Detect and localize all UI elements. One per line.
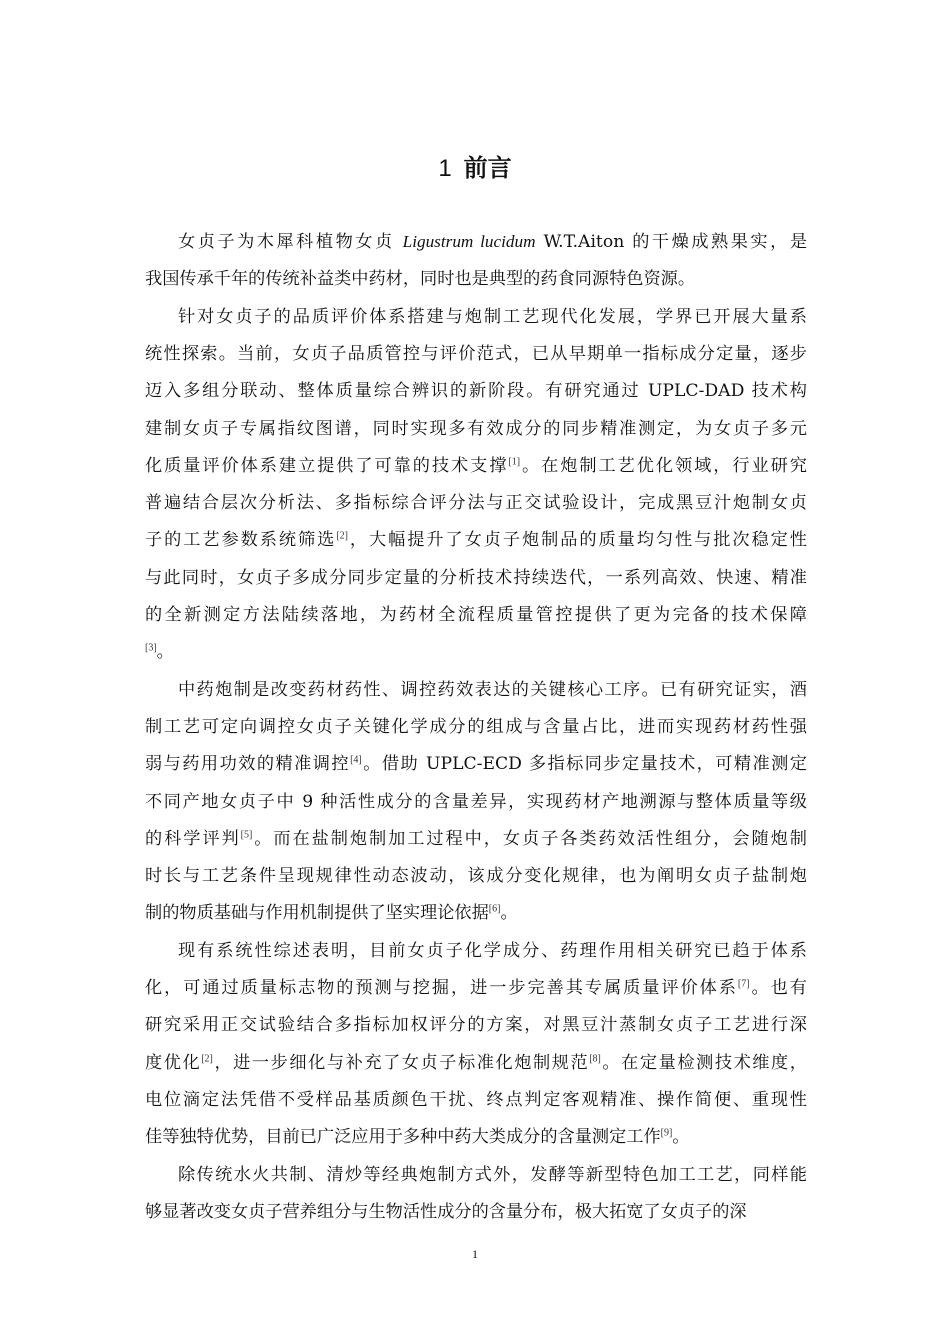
text-run: 化质量评价体系建立提供了可靠的技术支撑	[145, 455, 509, 476]
text-line	[178, 1157, 807, 1193]
section-heading	[0, 152, 950, 185]
text-run: 除传统水火共制、清炒等经典炮制方式外，发酵等新型特色加工工艺，同样能	[178, 1164, 807, 1185]
text-line	[178, 933, 807, 969]
text-run: 。也有	[749, 978, 807, 998]
text-run: 与此同时，女贞子多成分同步定量的分析技术持续迭代，一系列高效、快速、精准	[145, 567, 807, 588]
text-line	[145, 709, 807, 745]
text-run: 的科学评判	[145, 828, 241, 849]
text-run: 。借助 UPLC-ECD 多指标同步定量技术，可精准测定	[361, 754, 807, 775]
text-run: 够显著改变女贞子营养组分与生物活性成分的含量分布，极大拓宽了女贞子的深	[145, 1201, 747, 1222]
text-run: 的全新测定方法陆续落地，为药材全流程质量管控提供了更为完备的技术保障	[145, 605, 807, 625]
citation-ref: [2]	[336, 530, 348, 542]
citation-ref: [9]	[660, 1127, 673, 1139]
text-run: 女贞子为木犀科植物女贞	[178, 232, 403, 252]
page-number: 1	[472, 1247, 478, 1261]
text-line	[145, 448, 807, 484]
section-number: 1	[438, 155, 452, 182]
citation-ref: [3]	[145, 642, 157, 654]
text-run: 不同产地女贞子中 9 种活性成分的含量差异，实现药材产地溯源与整体质量等级	[145, 791, 807, 812]
text-line	[145, 1045, 807, 1081]
section-title: 前言	[463, 154, 512, 182]
text-run: 现有系统性综述表明，目前女贞子化学成分、药理作用相关研究已趋于体系	[178, 940, 807, 961]
text-run: 我国传承千年的传统补益类中药材，同时也是典型的药食同源特色资源。	[145, 269, 696, 290]
text-run: 建制女贞子专属指纹图谱，同时实现多有效成分的同步精准测定，为女贞子多元	[145, 418, 807, 439]
text-line	[145, 895, 807, 931]
text-line	[145, 411, 807, 447]
text-run: ，大幅提升了女贞子炮制品的质量均匀性与批次稳定性	[347, 530, 807, 551]
text-line	[145, 485, 807, 521]
text-line	[178, 672, 807, 708]
text-run: 度优化	[145, 1052, 202, 1073]
text-run: 子的工艺参数系统筛选	[145, 530, 337, 551]
citation-ref: [7]	[737, 978, 750, 990]
text-line	[145, 261, 807, 297]
citation-ref: [8]	[589, 1052, 601, 1064]
text-line	[145, 336, 807, 372]
text-line	[145, 970, 807, 1006]
text-line	[178, 299, 807, 335]
text-run: 化，可通过质量标志物的预测与挖掘，进一步完善其专属质量评价体系	[145, 978, 738, 998]
citation-ref: [5]	[240, 829, 253, 841]
text-run: 电位滴定法凭借不受样品基质颜色干扰、终点判定客观精准、操作简便、重现性	[145, 1089, 807, 1110]
text-line	[178, 224, 807, 260]
text-run: 中药炮制是改变药材药性、调控药效表达的关键核心工序。已有研究证实，酒	[178, 679, 807, 700]
species-name: Ligustrum lucidum	[402, 232, 536, 251]
text-run: 。	[500, 903, 518, 924]
text-line	[145, 1007, 807, 1043]
text-line	[145, 634, 807, 670]
text-run: 。在定量检测技术维度，	[600, 1052, 807, 1073]
text-run: 时长与工艺条件呈现规律性动态波动，该成分变化规律，也为阐明女贞子盐制炮	[145, 866, 807, 887]
citation-ref: [4]	[350, 754, 362, 766]
text-run: 。在炮制工艺优化领域，行业研究	[520, 455, 807, 476]
text-run: 。	[672, 1127, 690, 1148]
citation-ref: [6]	[488, 903, 501, 915]
text-run: 统性探索。当前，女贞子品质管控与评价范式，已从早期单一指标成分定量，逐步	[145, 343, 807, 364]
citation-ref: [2]	[201, 1052, 213, 1064]
text-line	[145, 1082, 807, 1118]
text-run: 。	[156, 642, 174, 663]
text-line	[145, 1119, 807, 1155]
text-line	[145, 821, 807, 857]
text-run: 迈入多组分联动、整体质量综合辨识的新阶段。有研究通过 UPLC-DAD 技术构	[145, 381, 807, 402]
text-run: 研究采用正交试验结合多指标加权评分的方案，对黑豆汁蒸制女贞子工艺进行深	[145, 1015, 807, 1036]
text-line	[145, 746, 807, 782]
text-line	[145, 784, 807, 820]
text-line	[145, 522, 807, 558]
text-run: 制工艺可定向调控女贞子关键化学成分的组成与含量占比，进而实现药材药性强	[145, 716, 807, 737]
text-run: ，进一步细化与补充了女贞子标准化炮制规范	[212, 1052, 590, 1073]
text-run: 弱与药用功效的精准调控	[145, 754, 351, 775]
text-line	[145, 560, 807, 596]
text-line	[145, 1194, 807, 1230]
text-run: 制的物质基础与作用机制提供了坚实理论依据	[145, 903, 489, 924]
citation-ref: [1]	[508, 456, 521, 468]
text-line	[145, 597, 807, 633]
text-run: 普遍结合层次分析法、多指标综合评分法与正交试验设计，完成黑豆汁炮制女贞	[145, 493, 807, 514]
text-run: 针对女贞子的品质评价体系搭建与炮制工艺现代化发展，学界已开展大量系	[178, 306, 807, 327]
text-run: 。而在盐制炮制加工过程中，女贞子各类药效活性组分，会随炮制	[252, 828, 807, 849]
text-line	[145, 373, 807, 409]
text-run: 佳等独特优势，目前已广泛应用于多种中药大类成分的含量测定工作	[145, 1127, 661, 1148]
text-line	[145, 858, 807, 894]
text-run: W.T.Aiton 的干燥成熟果实，是	[535, 232, 808, 252]
